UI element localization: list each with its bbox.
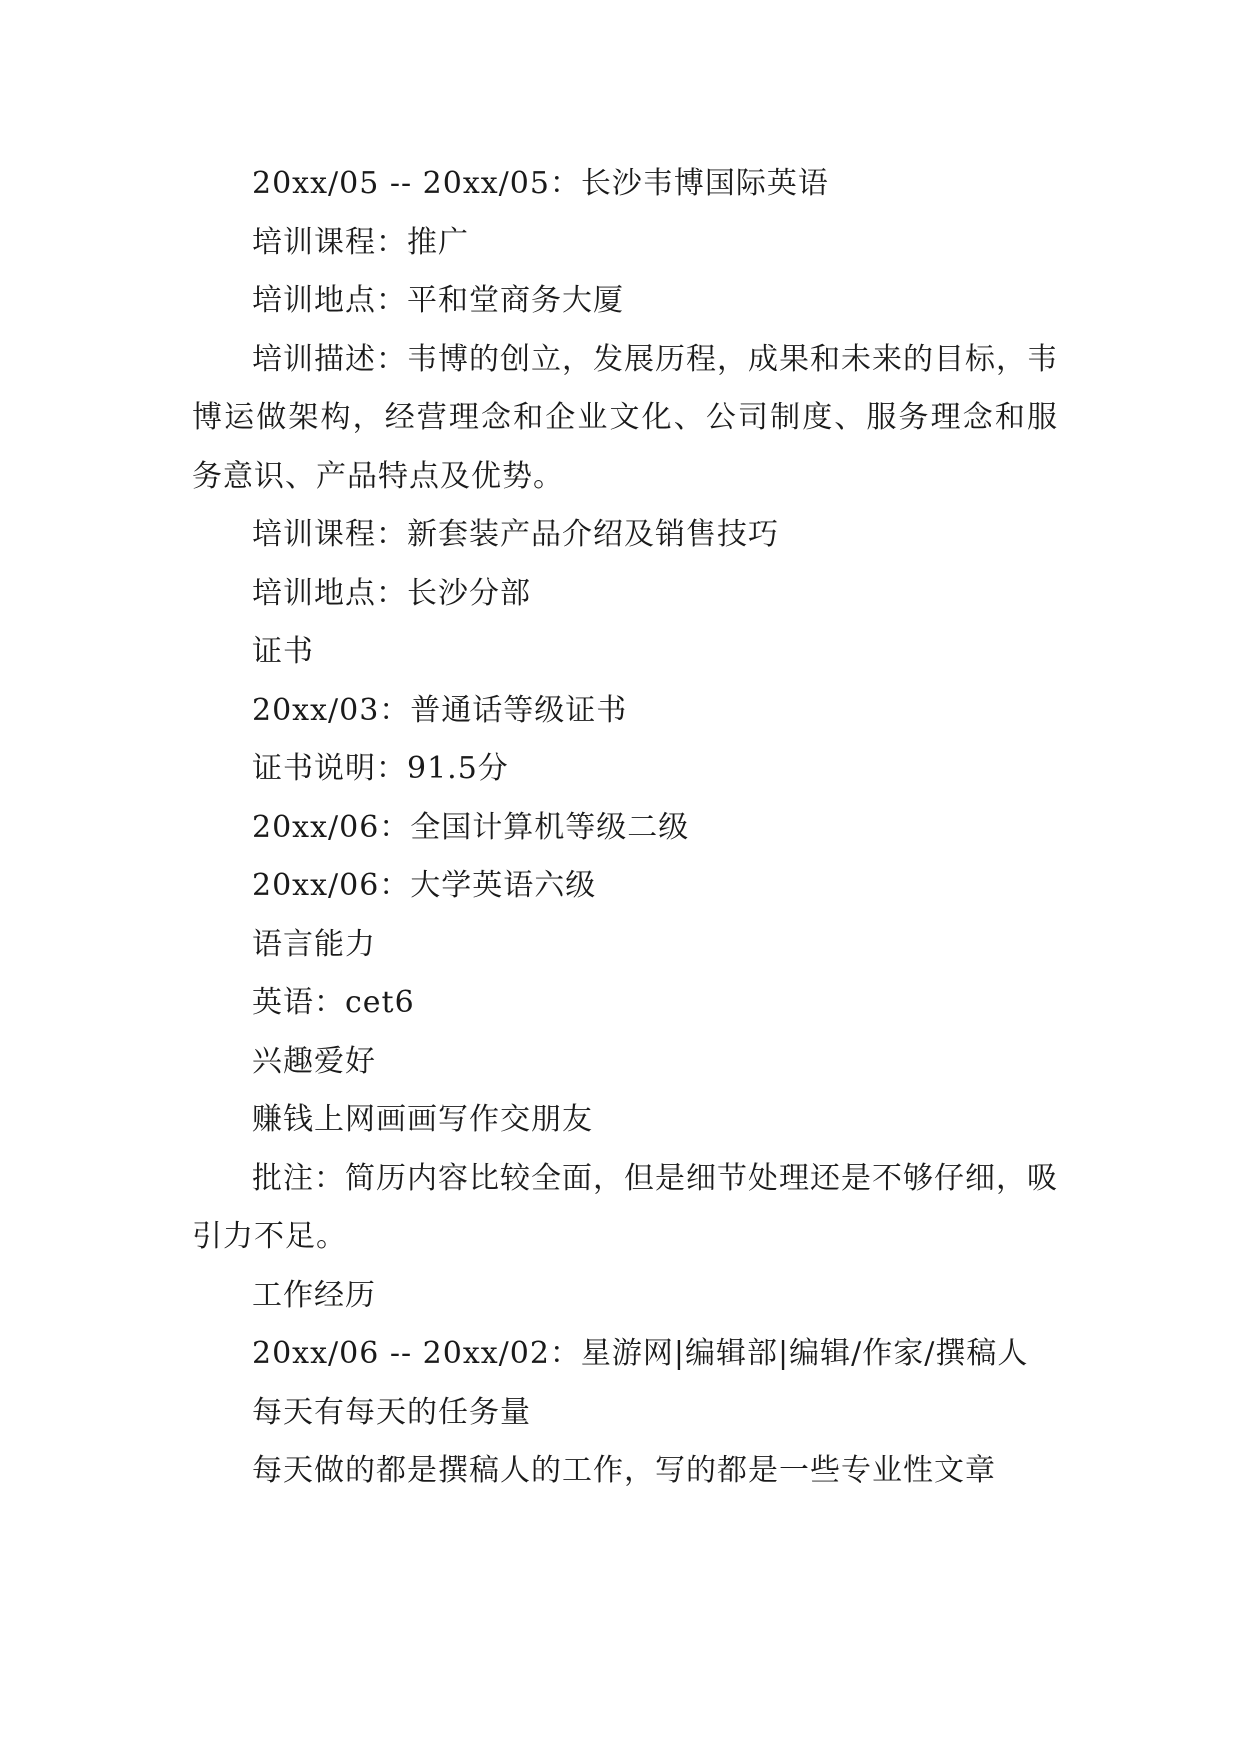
paragraph-certificate-mandarin: 20xx/03：普通话等级证书: [252, 692, 628, 728]
paragraph-job-entry: 20xx/06 -- 20xx/02：星游网|编辑部|编辑/作家/撰稿人: [252, 1336, 1029, 1371]
section-heading-language: 语言能力: [252, 926, 376, 962]
paragraph-language-english: 英语：cet6: [252, 985, 415, 1020]
paragraph-training-location-2: 培训地点：长沙分部: [252, 575, 531, 611]
paragraph-training-course-2: 培训课程：新套装产品介绍及销售技巧: [252, 517, 779, 552]
paragraph-training-description: 培训描述：韦博的创立，发展历程，成果和未来的目标，韦博运做架构，经营理念和企业文化、公司制度、服务理念和服务意识、产品特点及优势。: [192, 341, 1058, 494]
paragraph-job-duty-1: 每天有每天的任务量: [252, 1394, 531, 1430]
paragraph-job-duty-2: 每天做的都是撰稿人的工作，写的都是一些专业性文章: [252, 1453, 996, 1488]
paragraph-certificate-note: 证书说明：91.5分: [252, 751, 509, 786]
paragraph-training-course: 培训课程：推广: [252, 224, 469, 260]
paragraph-training-location: 培训地点：平和堂商务大厦: [252, 283, 624, 318]
paragraph-training-period: 20xx/05 -- 20xx/05：长沙韦博国际英语: [252, 166, 829, 201]
section-heading-work-experience: 工作经历: [252, 1277, 376, 1313]
document-body: [192, 155, 1058, 1501]
paragraph-certificate-english: 20xx/06：大学英语六级: [252, 868, 597, 903]
paragraph-hobbies: 赚钱上网画画写作交朋友: [252, 1102, 593, 1137]
section-heading-certificates: 证书: [252, 634, 314, 669]
paragraph-annotation: 批注：简历内容比较全面，但是细节处理还是不够仔细，吸引力不足。: [192, 1160, 1058, 1254]
section-heading-hobbies: 兴趣爱好: [252, 1043, 376, 1079]
paragraph-certificate-computer: 20xx/06：全国计算机等级二级: [252, 809, 690, 845]
